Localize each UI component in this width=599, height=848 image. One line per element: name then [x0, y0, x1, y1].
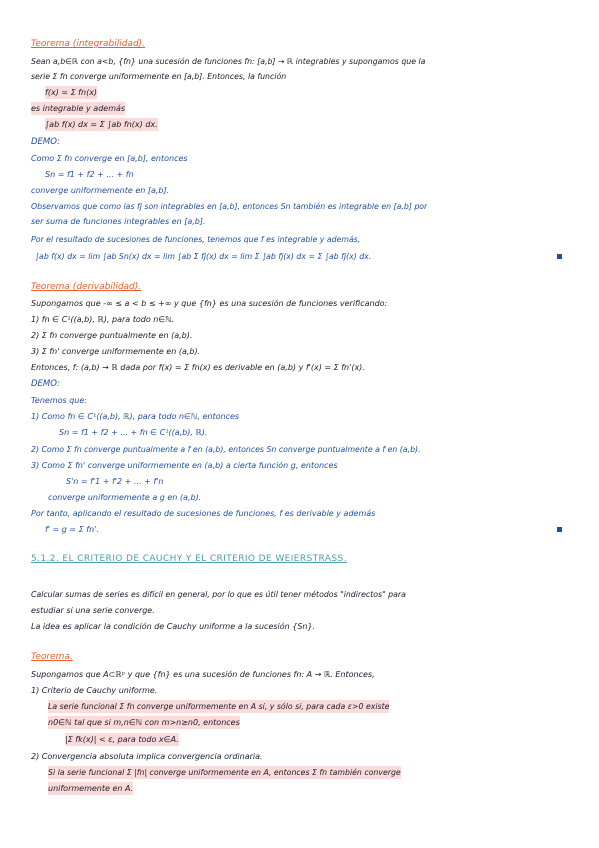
- text-line: Calcular sumas de series es difícil en general, por lo que es útil tener métodos "indirectos" para: [31, 590, 406, 599]
- text-line: converge uniformemente a g en (a,b).: [48, 493, 202, 502]
- formula: ∫ab f(x) dx = lim ∫ab Sn(x) dx = lim ∫ab Σ fj(x) dx = lim Σ ∫ab fj(x) dx = Σ ∫ab fj(x) dx.: [35, 252, 372, 261]
- text-line: La serie funcional Σ fn converge uniformemente en A si, y sólo si, para cada ε>0 existe: [48, 702, 390, 711]
- demo-label: DEMO:: [31, 137, 60, 147]
- text-line: Por el resultado de sucesiones de funciones, tenemos que f es integrable y además,: [31, 235, 361, 244]
- theorem-integrability-title: Teorema (integrabilidad).: [31, 39, 146, 49]
- section-heading: 5.1.2. EL CRITERIO DE CAUCHY Y EL CRITERIO DE WEIERSTRASS.: [31, 554, 347, 564]
- text-line: Por tanto, aplicando el resultado de sucesiones de funciones, f es derivable y además: [31, 509, 376, 518]
- formula: S'n = f'1 + f'2 + ... + f'n: [66, 477, 164, 486]
- text-line: Como Σ fn converge en [a,b], entonces: [31, 154, 188, 163]
- text-line: uniformemente en A.: [48, 784, 134, 793]
- text-line: Supongamos que A⊂ℝᵖ y que {fn} es una sucesión de funciones fn: A → ℝ. Entonces,: [31, 670, 375, 679]
- text-line: Si la serie funcional Σ |fn| converge uniformemente en A, entonces Σ fn también converge: [48, 768, 401, 777]
- qed-square-icon: [557, 527, 562, 532]
- text-line: Sean a,b∈ℝ con a<b, {fn} una sucesión de funciones fn: [a,b] → ℝ integrables y supongamos que la: [31, 57, 426, 66]
- formula: Sn = f1 + f2 + ... + fn ∈ C¹((a,b), ℝ).: [59, 428, 208, 437]
- text-line: La idea es aplicar la condición de Cauchy uniforme a la sucesión {Sn}.: [31, 622, 316, 631]
- text-line: 1) Como fn ∈ C¹((a,b), ℝ), para todo n∈ℕ, entonces: [31, 412, 240, 421]
- theorem-title: Teorema.: [31, 652, 73, 662]
- text-line: Tenemos que:: [31, 396, 87, 405]
- text-line: converge uniformemente en [a,b].: [31, 186, 170, 195]
- formula: Sn = f1 + f2 + ... + fn: [45, 170, 134, 179]
- demo-label: DEMO:: [31, 379, 60, 389]
- text-line: 3) Como Σ fn' converge uniformemente en (a,b) a cierta función g, entonces: [31, 461, 338, 470]
- text-line: serie Σ fn converge uniformemente en [a,b]. Entonces, la función: [31, 72, 287, 81]
- text-line: 1) Criterio de Cauchy uniforme.: [31, 686, 158, 695]
- text-line: n0∈ℕ tal que si m,n∈ℕ con m>n≥n0, entonces: [48, 718, 240, 727]
- text-line: estudiar si una serie converge.: [31, 606, 155, 615]
- formula: ∫ab f(x) dx = Σ ∫ab fn(x) dx.: [45, 120, 158, 129]
- text-line: 2) Convergencia absoluta implica convergencia ordinaria.: [31, 752, 263, 761]
- text-line: 1) fn ∈ C¹((a,b), ℝ), para todo n∈ℕ.: [31, 315, 175, 324]
- formula: |Σ fk(x)| < ε, para todo x∈A.: [65, 735, 179, 744]
- formula: f' = g = Σ fn'.: [45, 525, 99, 534]
- text-line: 2) Σ fn converge puntualmente en (a,b).: [31, 331, 193, 340]
- text-line: Observamos que como las fj son integrables en [a,b], entonces Sn también es integrable en [a,b] por: [31, 202, 428, 211]
- theorem-derivability-title: Teorema (derivabilidad).: [31, 282, 142, 292]
- text-line: es integrable y además: [31, 104, 126, 113]
- text-line: ser suma de funciones integrables en [a,b].: [31, 217, 206, 226]
- text-line: 3) Σ fn' converge uniformemente en (a,b).: [31, 347, 201, 356]
- text-line: 2) Como Σ fn converge puntualmente a f en (a,b), entonces Sn converge puntualmente a f en (a,b).: [31, 445, 421, 454]
- formula: f(x) = Σ fn(x): [45, 88, 98, 97]
- text-line: Supongamos que -∞ ≤ a < b ≤ +∞ y que {fn} es una sucesión de funciones verificando:: [31, 299, 388, 308]
- text-line: Entonces, f: (a,b) → ℝ dada por f(x) = Σ fn(x) es derivable en (a,b) y f'(x) = Σ fn'(x).: [31, 363, 365, 372]
- qed-square-icon: [557, 254, 562, 259]
